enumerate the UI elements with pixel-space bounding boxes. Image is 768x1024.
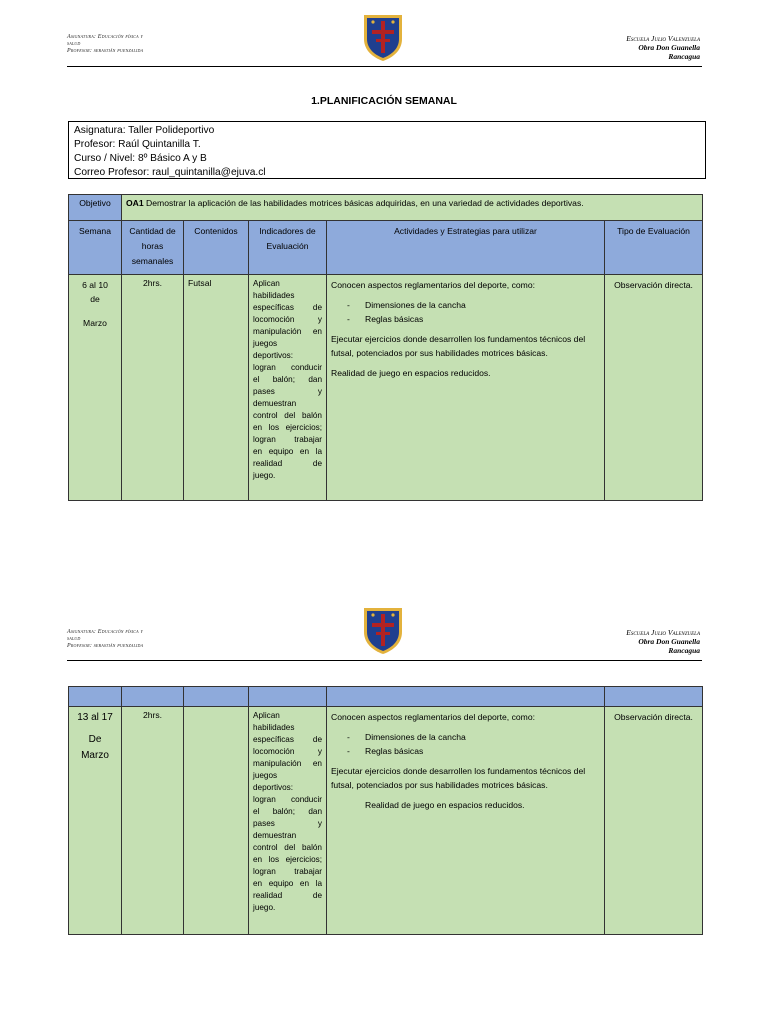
indicator-line: el balón; dan — [253, 807, 322, 816]
week-cell — [69, 275, 122, 501]
planning-table-2 — [68, 686, 703, 935]
header-school: Escuela Julio Valenzuela — [626, 628, 700, 637]
indicator-line: en equipo en la — [253, 879, 322, 888]
activities-cell — [327, 707, 605, 935]
indicator-line: locomoción y — [253, 747, 322, 756]
col-header-semana: Semana — [69, 221, 122, 275]
indicator-line: específicas de — [253, 303, 322, 312]
col-header-cantidad: Cantidad de horas semanales — [122, 221, 184, 275]
col-header-contenidos: Contenidos — [184, 221, 249, 275]
header-right — [626, 628, 700, 655]
indicator-line: logran trabajar — [253, 435, 322, 444]
header-city: Rancagua — [668, 646, 700, 655]
header-school: Escuela Julio Valenzuela — [626, 34, 700, 43]
header-subject: Asignatura: Educación física y — [67, 629, 143, 635]
activity-item: - Dimensiones de la cancha — [365, 298, 600, 312]
header-left — [67, 34, 143, 55]
indicator-line: realidad de — [253, 459, 322, 468]
header-row — [69, 221, 703, 275]
activity-exercises: Ejecutar ejercicios donde desarrollen los fundamentos técnicos del futsal, potenciados por sus habilidades motrices básicas. — [331, 334, 586, 358]
header-divider — [67, 66, 702, 67]
empty-header-cell — [249, 687, 327, 707]
week-month: Marzo — [83, 318, 107, 328]
header-subject-cont: salud — [67, 636, 81, 642]
col-header-indicadores: Indicadores de Evaluación — [249, 221, 327, 275]
indicator-line: deportivos: — [253, 351, 294, 360]
indicator-line: en los ejercicios; — [253, 855, 322, 864]
content-cell: Futsal — [184, 275, 249, 501]
evaluation-type-cell: Observación directa. — [605, 275, 703, 501]
header-subject: Asignatura: Educación física y — [67, 34, 143, 40]
objective-code: OA1 — [126, 198, 144, 208]
indicator-line: juego. — [253, 471, 276, 480]
indicator-line: específicas de — [253, 735, 322, 744]
indicator-line: en equipo en la — [253, 447, 322, 456]
header-right — [626, 34, 700, 61]
header-obra: Obra Don Guanella — [638, 43, 700, 52]
indicator-line: logran conducir — [253, 363, 322, 372]
indicator-line: manipulación en — [253, 759, 322, 768]
objective-description: Demostrar la aplicación de las habilidades motrices básicas adquiridas, en una variedad de actividades deportivas. — [143, 198, 584, 208]
indicator-line: realidad de — [253, 891, 322, 900]
indicator-line: pases y — [253, 819, 322, 828]
activity-item: - Reglas básicas — [365, 744, 600, 758]
indicators-cell — [249, 275, 327, 501]
school-crest-logo — [360, 11, 406, 63]
objective-row — [69, 195, 703, 221]
header-left — [67, 629, 143, 650]
table-row — [69, 707, 703, 935]
week-range: 6 al 10 — [82, 280, 108, 290]
planning-table-1 — [68, 194, 703, 501]
indicator-line: habilidades — [253, 723, 295, 732]
week-month: Marzo — [81, 750, 109, 761]
indicator-line: pases y — [253, 387, 322, 396]
activity-game: Realidad de juego en espacios reducidos. — [331, 368, 491, 378]
empty-header-cell — [605, 687, 703, 707]
course-info-box — [68, 121, 706, 179]
indicator-line: manipulación en — [253, 327, 322, 336]
activity-item: - Reglas básicas — [365, 312, 600, 326]
activities-cell — [327, 275, 605, 501]
indicator-line: Aplican — [253, 711, 280, 720]
content-cell — [184, 707, 249, 935]
empty-header-row — [69, 687, 703, 707]
week-de: de — [90, 294, 100, 304]
empty-header-cell — [184, 687, 249, 707]
info-profesor: Profesor: Raúl Quintanilla T. — [74, 139, 201, 150]
hours-cell: 2hrs. — [122, 707, 184, 935]
indicator-line: juego. — [253, 903, 276, 912]
hours-cell: 2hrs. — [122, 275, 184, 501]
empty-header-cell — [69, 687, 122, 707]
header-teacher: Profesor: sebastián puenzalida — [67, 643, 144, 649]
indicator-line: deportivos: — [253, 783, 294, 792]
indicators-cell — [249, 707, 327, 935]
activity-intro: Conocen aspectos reglamentarios del deporte, como: — [331, 280, 535, 290]
indicator-line: habilidades — [253, 291, 295, 300]
activity-exercises: Ejecutar ejercicios donde desarrollen los fundamentos técnicos del futsal, potenciados por sus habilidades motrices básicas. — [331, 766, 586, 790]
info-curso: Curso / Nivel: 8º Básico A y B — [74, 153, 207, 164]
week-de: De — [88, 734, 102, 745]
week-cell — [69, 707, 122, 935]
indicator-line: demuestran — [253, 399, 297, 408]
indicator-line: locomoción y — [253, 315, 322, 324]
header-city: Rancagua — [668, 52, 700, 61]
header-teacher: Profesor: sebastián puenzalida — [67, 48, 144, 54]
indicator-line: logran trabajar — [253, 867, 322, 876]
col-header-tipo: Tipo de Evaluación — [605, 221, 703, 275]
activity-list — [331, 730, 600, 758]
col-header-actividades: Actividades y Estrategias para utilizar — [327, 221, 605, 275]
activity-item: - Dimensiones de la cancha — [365, 730, 600, 744]
indicator-line: logran conducir — [253, 795, 322, 804]
activity-game: Realidad de juego en espacios reducidos. — [365, 800, 525, 810]
indicator-line: juegos — [253, 339, 278, 348]
info-correo: Correo Profesor: raul_quintanilla@ejuva.cl — [74, 167, 266, 178]
indicator-line: juegos — [253, 771, 278, 780]
indicator-line: demuestran — [253, 831, 297, 840]
objective-text — [122, 195, 703, 221]
activity-list — [331, 298, 600, 326]
empty-header-cell — [327, 687, 605, 707]
week-range: 13 al 17 — [77, 712, 113, 723]
indicator-line: control del balón — [253, 843, 322, 852]
empty-header-cell — [122, 687, 184, 707]
indicator-line: Aplican — [253, 279, 280, 288]
indicator-line: el balón; dan — [253, 375, 322, 384]
school-crest-logo — [360, 604, 406, 656]
objective-label: Objetivo — [69, 195, 122, 221]
header-obra: Obra Don Guanella — [638, 637, 700, 646]
page-title: 1.PLANIFICACIÓN SEMANAL — [311, 95, 457, 107]
header-subject-cont: salud — [67, 41, 81, 47]
indicator-line: en los ejercicios; — [253, 423, 322, 432]
activity-intro: Conocen aspectos reglamentarios del deporte, como: — [331, 712, 535, 722]
info-asignatura: Asignatura: Taller Polideportivo — [74, 125, 215, 136]
evaluation-type-cell: Observación directa. — [605, 707, 703, 935]
header-divider — [67, 660, 702, 661]
indicator-line: control del balón — [253, 411, 322, 420]
table-row — [69, 275, 703, 501]
